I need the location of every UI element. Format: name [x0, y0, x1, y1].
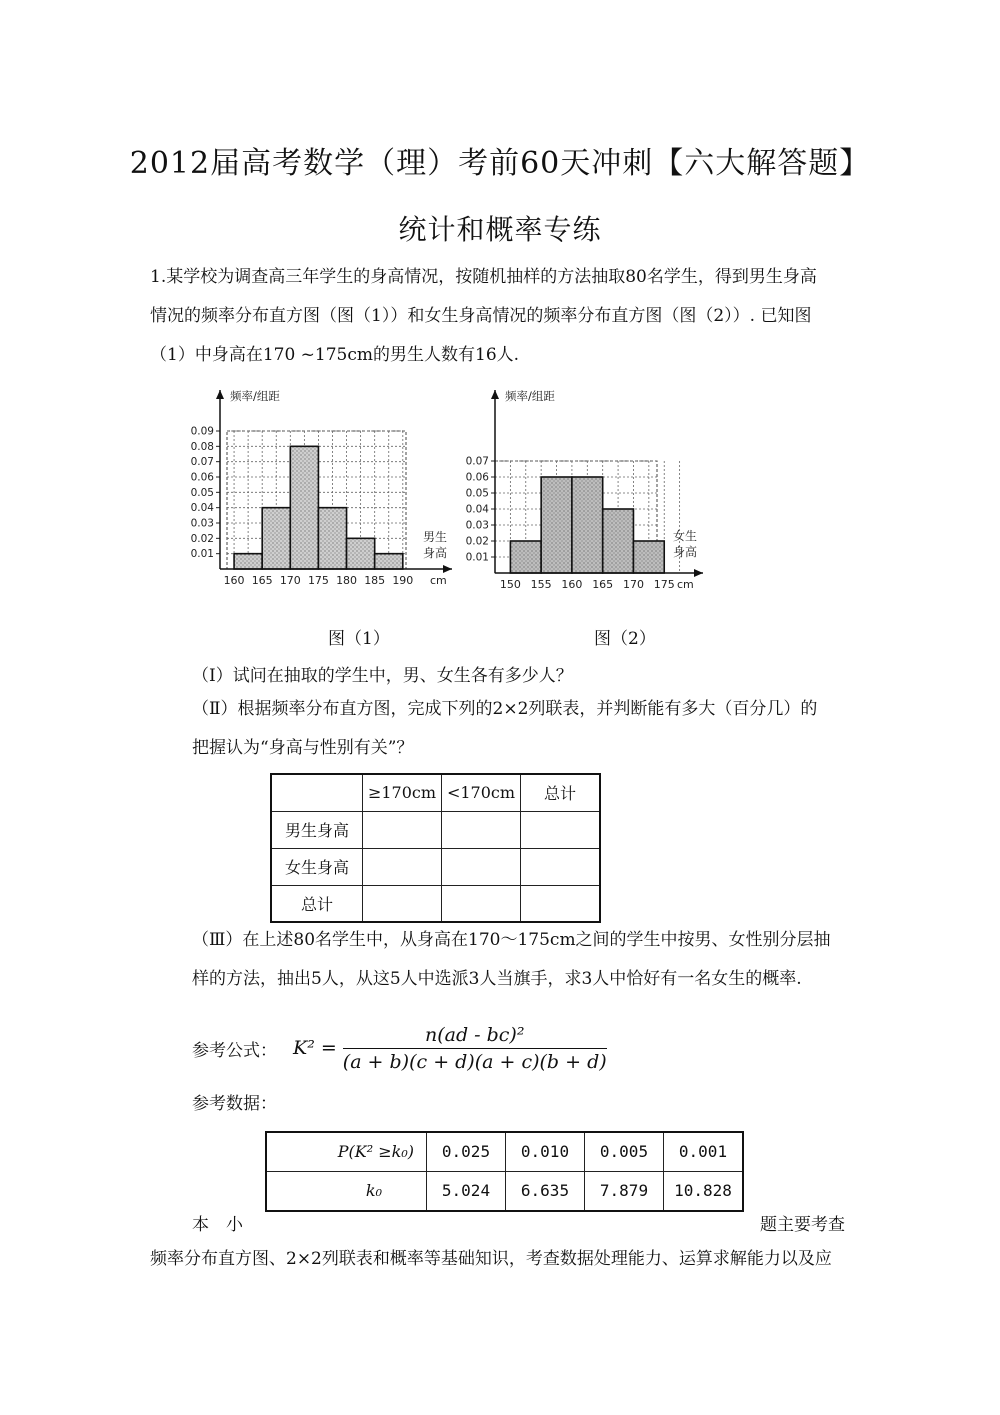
x-tick-label: 175	[307, 574, 329, 587]
y-axis-arrow	[216, 390, 224, 399]
x-tick-label: 170	[622, 578, 644, 591]
histogram-female-heights	[455, 378, 715, 603]
y-tick-label: 0.01	[465, 551, 489, 564]
problem-intro	[150, 258, 870, 375]
x-tick-label: 190	[392, 574, 414, 587]
question-2-line: 把握认为“身高与性别有关”？	[192, 738, 414, 758]
intro-line: 1.某学校为调查高三年学生的身高情况，按随机抽样的方法抽取80名学生，得到男生身高	[150, 267, 817, 287]
formula-denominator: (a + b)(c + d)(a + c)(b + d)	[342, 1050, 607, 1073]
table-cell	[442, 848, 521, 885]
histogram-bar	[262, 508, 290, 569]
question-2	[192, 690, 872, 768]
ref-row-label: k₀	[266, 1171, 427, 1211]
y-tick-label: 0.07	[465, 455, 489, 468]
row-label: 女生身高	[271, 848, 363, 885]
ref-cell: 0.005	[585, 1132, 664, 1171]
question-3-line: （Ⅲ）在上述80名学生中，从身高在170～175cm之间的学生中按男、女性别分层抽	[192, 930, 831, 950]
question-3	[192, 921, 872, 999]
table-row	[271, 885, 600, 922]
y-tick-label: 0.03	[465, 519, 489, 532]
intro-line: 情况的频率分布直方图（图（1））和女生身高情况的频率分布直方图（图（2））. 已知图	[150, 306, 812, 326]
x-axis-label: 女生	[672, 529, 698, 543]
table-cell	[363, 885, 442, 922]
x-tick-label: 170	[279, 574, 301, 587]
table-header-cell: ≥170cm	[363, 774, 442, 811]
histogram-bar	[510, 541, 541, 573]
footer-line-1b: 题主要考查	[760, 1215, 845, 1235]
data-label: 参考数据：	[192, 1094, 277, 1114]
ref-cell: 0.025	[427, 1132, 506, 1171]
formula-label: 参考公式：	[192, 1040, 277, 1061]
reference-table	[265, 1131, 744, 1212]
y-axis-label: 频率/组距	[505, 389, 555, 403]
y-tick-label: 0.01	[190, 548, 214, 561]
x-tick-label: 150	[499, 578, 521, 591]
x-tick-label: 160	[561, 578, 583, 591]
y-tick-label: 0.03	[190, 517, 214, 530]
histogram-bar	[541, 477, 572, 573]
reference-formula	[192, 1018, 607, 1078]
figure-caption-2: 图（2）	[594, 629, 656, 649]
row-label: 男生身高	[271, 811, 363, 848]
y-axis-arrow	[491, 390, 499, 399]
question-2-line: （Ⅱ）根据频率分布直方图，完成下列的2×2列联表，并判断能有多大（百分几）的	[192, 699, 818, 719]
ref-cell: 0.010	[506, 1132, 585, 1171]
formula-lhs: K² =	[293, 1037, 337, 1059]
x-tick-label: 180	[336, 574, 358, 587]
x-tick-label: 165	[251, 574, 273, 587]
y-tick-label: 0.02	[465, 535, 489, 548]
ref-cell: 5.024	[427, 1171, 506, 1211]
table-cell	[363, 811, 442, 848]
histogram-bar	[318, 508, 346, 569]
table-cell	[521, 848, 601, 885]
table-row	[271, 848, 600, 885]
y-axis-label: 频率/组距	[230, 389, 280, 403]
x-axis-arrow	[694, 569, 703, 577]
table-header-cell: <170cm	[442, 774, 521, 811]
y-tick-label: 0.04	[190, 502, 214, 515]
y-tick-label: 0.06	[465, 471, 489, 484]
table-cell	[521, 885, 601, 922]
histogram-male-heights	[180, 378, 480, 603]
footer-line-1a: 本 小	[192, 1215, 243, 1235]
ref-cell: 6.635	[506, 1171, 585, 1211]
table-cell	[442, 885, 521, 922]
figure-caption-1: 图（1）	[328, 629, 390, 649]
y-tick-label: 0.05	[190, 486, 214, 499]
table-row	[271, 811, 600, 848]
y-tick-label: 0.08	[190, 440, 214, 453]
x-tick-label: 165	[592, 578, 614, 591]
question-1: （Ⅰ）试问在抽取的学生中，男、女生各有多少人？	[192, 666, 573, 686]
x-tick-label: 185	[364, 574, 386, 587]
y-tick-label: 0.06	[190, 471, 214, 484]
formula-numerator: n(ad - bc)²	[343, 1024, 607, 1049]
page-subtitle: 统计和概率专练	[398, 213, 602, 246]
intro-line: （1）中身高在170 ~175cm的男生人数有16人.	[150, 345, 520, 365]
footer-line-2: 频率分布直方图、2×2列联表和概率等基础知识，考查数据处理能力、运算求解能力以及应	[150, 1249, 832, 1269]
x-axis-arrow	[443, 565, 452, 573]
table-cell	[521, 811, 601, 848]
y-tick-label: 0.02	[190, 532, 214, 545]
histogram-bar	[603, 509, 634, 573]
question-3-line: 样的方法，抽出5人，从这5人中选派3人当旗手，求3人中恰好有一名女生的概率.	[192, 969, 802, 989]
contingency-table	[270, 773, 601, 923]
y-tick-label: 0.09	[190, 425, 214, 438]
histogram-bar	[375, 554, 403, 569]
formula-fraction	[343, 1024, 607, 1073]
ref-row-label: P(K² ≥k₀)	[266, 1132, 427, 1171]
ref-cell: 10.828	[664, 1171, 744, 1211]
histogram-bar	[633, 541, 664, 573]
y-tick-label: 0.04	[465, 503, 489, 516]
table-header-cell: 总计	[521, 774, 601, 811]
page-title: 2012届高考数学（理）考前60天冲刺【六大解答题】	[129, 146, 871, 181]
ref-cell: 0.001	[664, 1132, 744, 1171]
x-axis-label: 身高	[422, 546, 448, 560]
histogram-bar	[347, 538, 375, 569]
table-cell	[363, 848, 442, 885]
y-tick-label: 0.05	[465, 487, 489, 500]
row-label: 总计	[271, 885, 363, 922]
x-tick-label: 155	[530, 578, 552, 591]
histogram-bar	[572, 477, 603, 573]
x-unit-label: cm	[677, 578, 694, 591]
x-unit-label: cm	[430, 574, 447, 587]
histogram-bar	[290, 446, 318, 569]
x-axis-label: 身高	[672, 545, 698, 559]
x-tick-label: 160	[223, 574, 245, 587]
histogram-bar	[234, 554, 262, 569]
y-tick-label: 0.07	[190, 456, 214, 469]
ref-cell: 7.879	[585, 1171, 664, 1211]
table-cell	[442, 811, 521, 848]
x-axis-label: 男生	[422, 530, 448, 544]
table-header-cell	[271, 774, 363, 811]
x-tick-label: 175	[653, 578, 675, 591]
